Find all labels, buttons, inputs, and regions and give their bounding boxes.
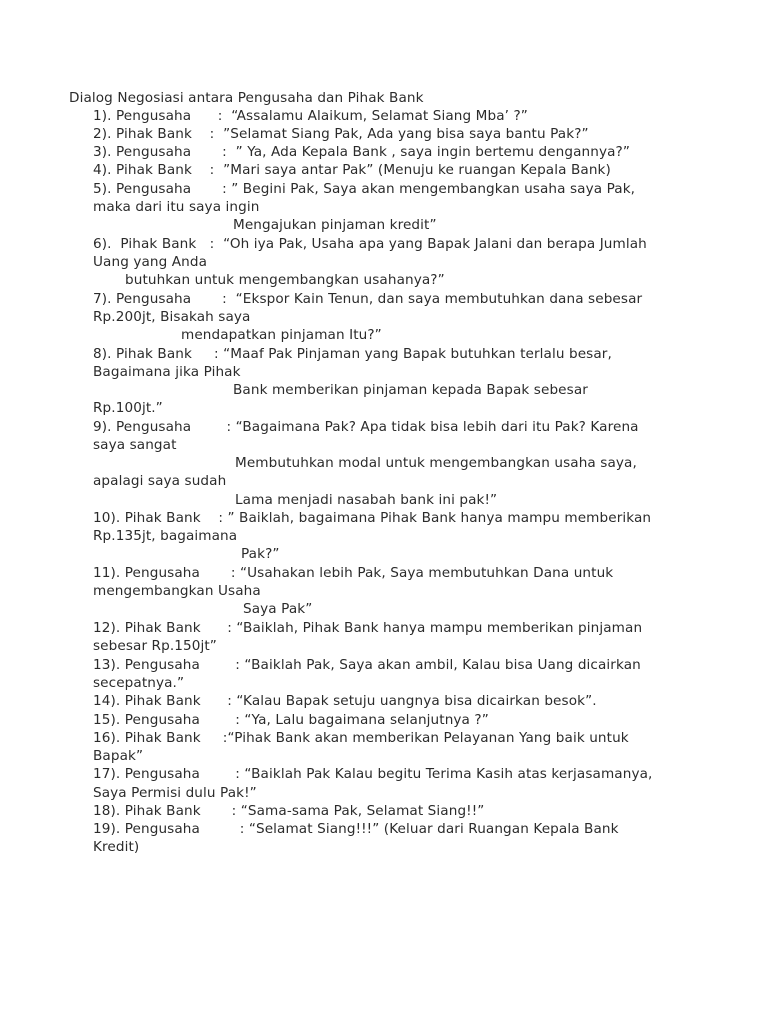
dialog-line-continuation: mendapatkan pinjaman Itu?” xyxy=(181,327,382,343)
dialog-line: 13). Pengusaha : “Baiklah Pak, Saya akan ambil, Kalau bisa Uang dicairkan xyxy=(93,657,641,673)
dialog-line: 14). Pihak Bank : “Kalau Bapak setuju uangnya bisa dicairkan besok”. xyxy=(93,693,597,709)
dialog-line: 6). Pihak Bank : “Oh iya Pak, Usaha apa yang Bapak Jalani dan berapa Jumlah xyxy=(93,236,647,252)
dialog-line: 3). Pengusaha : ” Ya, Ada Kepala Bank , saya ingin bertemu dengannya?” xyxy=(93,144,630,160)
dialog-line: 9). Pengusaha : “Bagaimana Pak? Apa tidak bisa lebih dari itu Pak? Karena xyxy=(93,419,639,435)
dialog-line: 18). Pihak Bank : “Sama-sama Pak, Selamat Siang!!” xyxy=(93,803,485,819)
dialog-line-continuation: mengembangkan Usaha xyxy=(93,583,261,599)
dialog-line-continuation: Membutuhkan modal untuk mengembangkan usaha saya, xyxy=(235,455,637,471)
dialog-line-continuation: Saya Pak” xyxy=(243,601,313,617)
dialog-line-continuation: Pak?” xyxy=(241,546,280,562)
document-title: Dialog Negosiasi antara Pengusaha dan Pihak Bank xyxy=(69,90,424,106)
dialog-line: 19). Pengusaha : “Selamat Siang!!!” (Keluar dari Ruangan Kepala Bank xyxy=(93,821,619,837)
dialog-line: 11). Pengusaha : “Usahakan lebih Pak, Saya membutuhkan Dana untuk xyxy=(93,565,614,581)
dialog-line-continuation: Bagaimana jika Pihak xyxy=(93,364,241,380)
dialog-line-continuation: Uang yang Anda xyxy=(93,254,208,270)
dialog-line-continuation: Saya Permisi dulu Pak!” xyxy=(93,785,257,801)
dialog-line-continuation: Kredit) xyxy=(93,839,140,855)
dialog-line: 2). Pihak Bank : ”Selamat Siang Pak, Ada yang bisa saya bantu Pak?” xyxy=(93,126,589,142)
dialog-line-continuation: Lama menjadi nasabah bank ini pak!” xyxy=(235,492,498,508)
dialog-line-continuation: Rp.200jt, Bisakah saya xyxy=(93,309,251,325)
dialog-line: 8). Pihak Bank : “Maaf Pak Pinjaman yang Bapak butuhkan terlalu besar, xyxy=(93,346,612,362)
dialog-line-continuation: Rp.100jt.” xyxy=(93,400,163,416)
dialog-line: 17). Pengusaha : “Baiklah Pak Kalau begitu Terima Kasih atas kerjasamanya, xyxy=(93,766,653,782)
dialog-line-continuation: Bapak” xyxy=(93,748,144,764)
dialog-line: 15). Pengusaha : “Ya, Lalu bagaimana selanjutnya ?” xyxy=(93,712,489,728)
dialog-line-continuation: secepatnya.” xyxy=(93,675,185,691)
dialog-line-continuation: maka dari itu saya ingin xyxy=(93,199,260,215)
dialog-line: 12). Pihak Bank : “Baiklah, Pihak Bank hanya mampu memberikan pinjaman xyxy=(93,620,643,636)
dialog-line: 16). Pihak Bank :“Pihak Bank akan memberikan Pelayanan Yang baik untuk xyxy=(93,730,629,746)
dialog-line-continuation: sebesar Rp.150jt” xyxy=(93,638,217,654)
dialog-line-continuation: Mengajukan pinjaman kredit” xyxy=(233,217,437,233)
dialog-line-continuation: butuhkan untuk mengembangkan usahanya?” xyxy=(125,272,445,288)
dialog-line-continuation: Rp.135jt, bagaimana xyxy=(93,528,238,544)
dialog-line: 7). Pengusaha : “Ekspor Kain Tenun, dan saya membutuhkan dana sebesar xyxy=(93,291,643,307)
dialog-line: 4). Pihak Bank : ”Mari saya antar Pak” (Menuju ke ruangan Kepala Bank) xyxy=(93,162,611,178)
dialog-line: 5). Pengusaha : ” Begini Pak, Saya akan mengembangkan usaha saya Pak, xyxy=(93,181,636,197)
dialog-line-continuation: saya sangat xyxy=(93,437,177,453)
dialog-line-continuation: apalagi saya sudah xyxy=(93,473,227,489)
dialog-line-continuation: Bank memberikan pinjaman kepada Bapak sebesar xyxy=(233,382,588,398)
dialog-line: 1). Pengusaha : “Assalamu Alaikum, Selamat Siang Mba’ ?” xyxy=(93,108,528,124)
dialog-line: 10). Pihak Bank : ” Baiklah, bagaimana Pihak Bank hanya mampu memberikan xyxy=(93,510,652,526)
